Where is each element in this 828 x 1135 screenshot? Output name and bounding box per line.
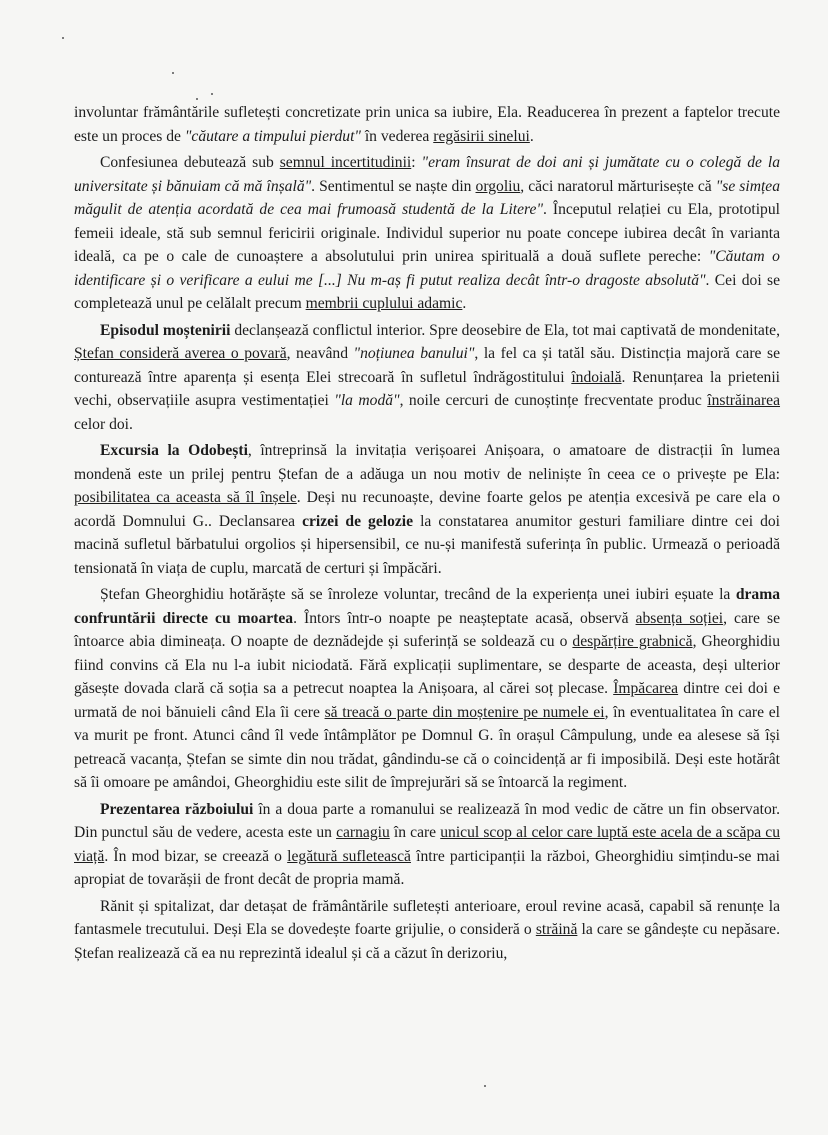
quoted-italic-text: "căutare a timpului pierdut": [184, 127, 361, 145]
paragraph: [74, 101, 780, 148]
text-run: , în eventualitatea în care el va murit pe front. Atunci când îl vede întâmplător pe Domnul G. în orașul Câmpulung, unde ea alesese să își petreacă vacanța, Ștefan se simte din nou trădat, gândindu-se că o coincidență ar fi imposibilă. Deși este hotărât să îi omoare pe amândoi, Gheorghidiu este silit de împrejurări să se întoarcă la regiment.: [74, 703, 780, 791]
scan-speck: [62, 37, 64, 39]
underlined-phrase: despărțire grabnică: [572, 633, 693, 650]
underlined-phrase: posibilitatea ca aceasta să îl înșele: [74, 489, 297, 506]
underlined-phrase: orgoliu: [475, 177, 521, 195]
text-run: , Gheorghidiu fiind convins că Ela nu l-a iubit niciodată. Fără explicații suplimentare, se desparte de aceasta, deși ulterior găsește dovada clară că soția sa a petrecut noaptea la Anișoara, al cărei soț plecase.: [74, 633, 781, 697]
underlined-phrase: Ștefan consideră averea o povară: [74, 345, 287, 362]
text-run: , neavând: [286, 345, 354, 362]
underlined-phrase: străină: [535, 921, 578, 938]
text-run: .: [462, 295, 467, 312]
underlined-phrase: membrii cuplului adamic: [305, 295, 463, 312]
text-run: . Sentimentul se naște din: [311, 177, 476, 195]
text-run: involuntar frământările sufletești concretizate prin unica sa iubire, Ela. Readucerea în prezent a faptelor trecute este un proces de: [74, 104, 780, 145]
text-run: celor doi.: [74, 415, 133, 433]
text-run: . Cei doi se completează unul pe celălalt precum: [74, 271, 780, 312]
quoted-italic-text: "la modă": [334, 392, 400, 409]
quoted-italic-text: "se simțea măgulit de atenția acordată de cea mai frumoasă studentă de la Litere": [74, 177, 781, 218]
text-run: , întreprinsă la invitația verișoarei Anișoara, o amatoare de distracții în lumea mondenă este un prilej pentru Ștefan de a adăuga un nou motiv de neliniște în ceea ce o privește pe Ela:: [74, 442, 780, 483]
bold-heading-phrase: Prezentarea războiului: [100, 800, 254, 818]
text-run: . Începutul relației cu Ela, prototipul femeii ideale, stă sub semnul fericirii originale. Individul superior nu poate concepe iubirea decât în varianta ideală, ca pe o cale de cunoaștere a absolutului prin unirea spirituală a două suflete pereche:: [74, 201, 780, 265]
text-run: în care: [389, 824, 441, 841]
scan-speck: [484, 1085, 486, 1087]
text-run: :: [411, 154, 422, 171]
bold-heading-phrase: crizei de gelozie: [302, 512, 414, 530]
quoted-italic-text: "Căutam o identificare și o verificare a eului me [...] Nu m-aș fi putut realiza decât într-o dragoste absolută": [74, 248, 780, 289]
underlined-phrase: să treacă o parte din moștenire pe numele ei: [324, 703, 605, 721]
text-run: declanșează conflictul interior. Spre deosebire de Ela, tot mai captivată de mondenitate,: [230, 321, 780, 339]
scan-speck: [196, 98, 198, 100]
underlined-phrase: îndoială: [571, 368, 622, 386]
underlined-phrase: unicul scop al celor care luptă este acela de a scăpa cu viață: [74, 824, 781, 865]
text-run: Confesiunea debutează sub: [100, 154, 280, 171]
paragraph: [74, 319, 780, 437]
text-run: în a doua parte a romanului se realizează în mod vedic de către un fin observator. Din punctul său de vedere, acesta este un: [74, 800, 780, 841]
scan-speck: [211, 93, 213, 95]
text-run: dintre cei doi e urmată de noi bănuieli când Ela îi cere: [74, 680, 780, 721]
document-body: [74, 101, 780, 965]
scan-speck: [172, 72, 174, 74]
quoted-italic-text: "noțiunea banului": [353, 345, 475, 362]
text-run: . Întors într-o noapte pe neașteptate acasă, observă: [293, 609, 636, 627]
text-run: . Renunțarea la prietenii vechi, observațiile asupra vestimentației: [74, 368, 780, 409]
underlined-phrase: carnagiu: [336, 824, 390, 841]
bold-heading-phrase: Episodul moștenirii: [100, 321, 231, 339]
paragraph: [74, 439, 780, 580]
paragraph: [74, 798, 780, 892]
text-run: , la fel ca și tatăl său. Distincția majoră care se conturează între aparența și esența Elei strecoară în sufletul îndrăgostitului: [74, 345, 780, 386]
paragraph: [74, 895, 780, 966]
paragraph: [74, 151, 780, 316]
underlined-phrase: înstrăinarea: [707, 392, 781, 409]
text-run: , noile cercuri de cunoștințe frecventate produc: [399, 392, 708, 409]
underlined-phrase: legătură sufletească: [287, 847, 411, 865]
text-run: Ștefan Gheorghidiu hotărăște să se înroleze voluntar, trecând de la experiența unei iubiri eșuate la: [100, 586, 736, 603]
quoted-italic-text: "eram însurat de doi ani și jumătate cu o colegă de la universitate și bănuiam că mă înșală": [74, 154, 780, 195]
text-run: Rănit și spitalizat, dar detașat de frământările sufletești anterioare, eroul revine acasă, capabil să renunțe la fantasmele trecutului. Deși Ela se dovedește foarte grijulie, o consideră o: [74, 897, 780, 938]
underlined-phrase: semnul incertitudinii: [279, 154, 412, 171]
paragraph: [74, 583, 780, 795]
underlined-phrase: absența soției: [635, 609, 724, 627]
text-run: .: [529, 127, 534, 145]
text-run: . Deși nu recunoaște, devine foarte gelos pe atenția excesivă pe care ela o acordă Domnului G.. Declansarea: [74, 489, 780, 530]
text-run: , căci naratorul mărturisește că: [520, 177, 716, 195]
text-run: , care se întoarce abia dimineața. O noapte de deznădejde și suferință se soldează cu o: [74, 609, 780, 650]
underlined-phrase: regăsirii sinelui: [433, 127, 530, 145]
bold-heading-phrase: drama confruntării directe cu moartea: [74, 586, 780, 627]
text-run: între participanții la război, Gheorghidiu simțindu-se mai apropiat de tovarășii de front decât de propria mamă.: [74, 847, 781, 888]
text-run: . În mod bizar, se creează o: [104, 847, 288, 865]
bold-heading-phrase: Excursia la Odobești: [100, 442, 248, 459]
underlined-phrase: Împăcarea: [613, 680, 679, 697]
text-run: în vederea: [360, 127, 434, 145]
text-run: la care se gândește cu nepăsare. Ștefan realizează că ea nu reprezintă idealul și că a căzut în derizoriu,: [74, 921, 780, 962]
text-run: la constatarea anumitor gesturi familiare dintre cei doi macină sufletul bărbatului orgolios și hipersensibil, ce nu-și manifestă suferința în public. Urmează o perioadă tensionată în viața de cuplu, marcată de certuri și împăcări.: [74, 512, 781, 577]
